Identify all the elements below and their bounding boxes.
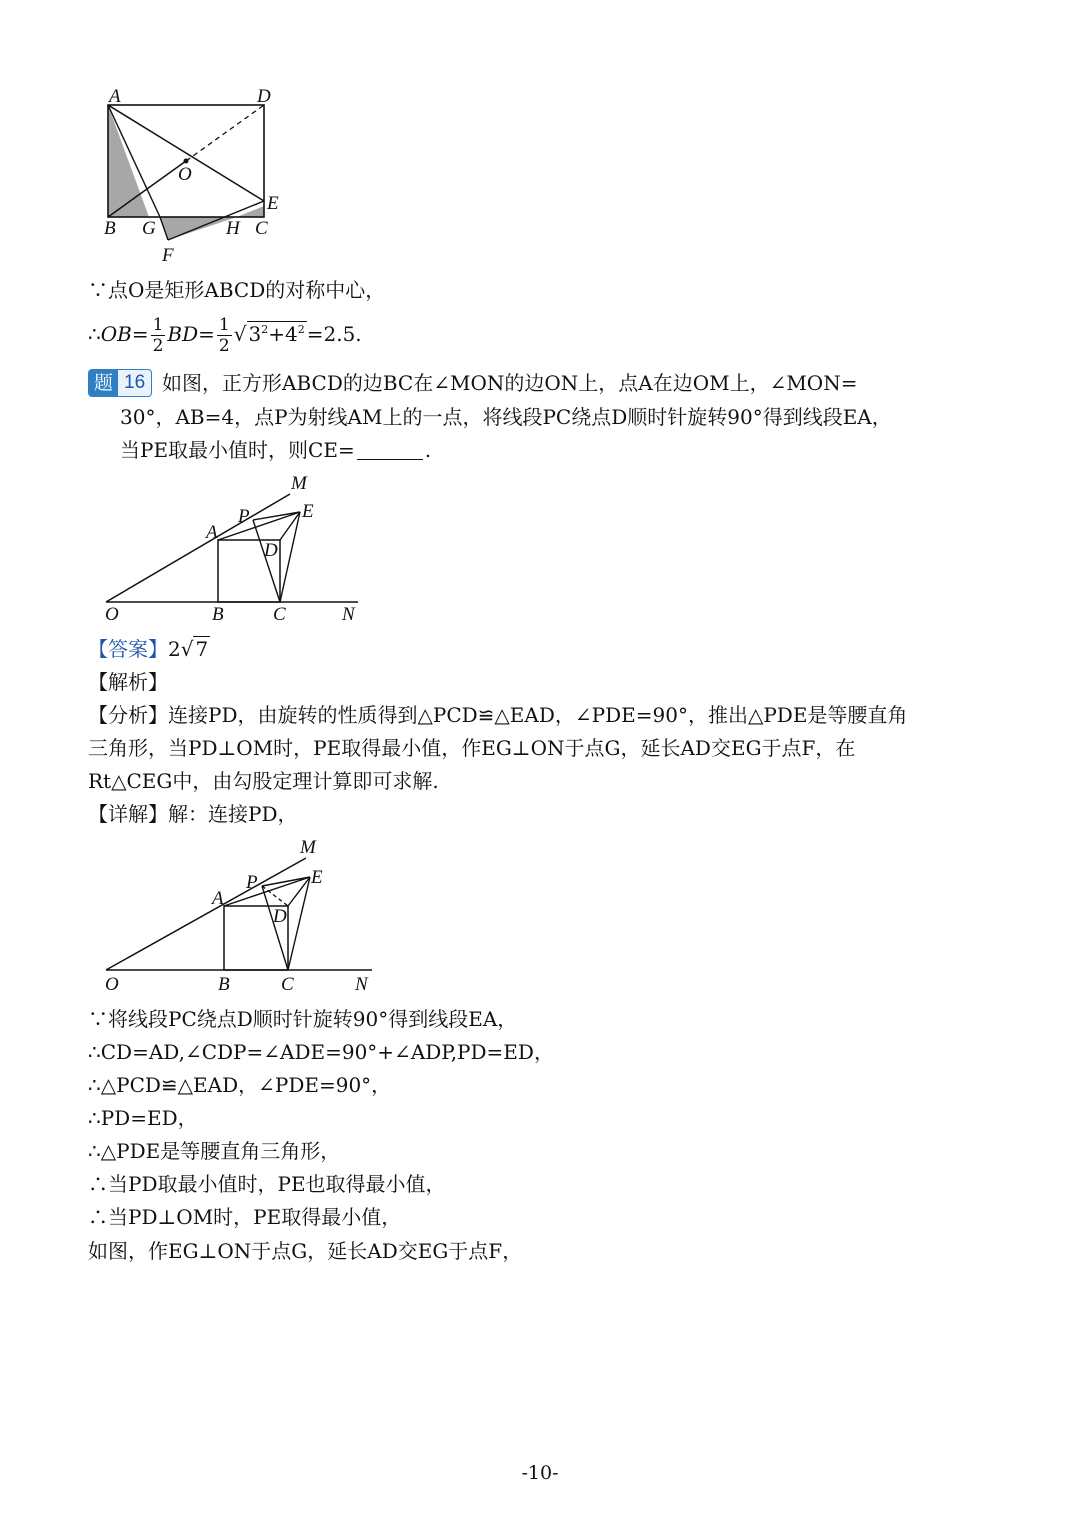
label-E: E xyxy=(302,501,314,522)
answer-line: 【答案】2√ 7 xyxy=(88,637,209,661)
segment-ae xyxy=(218,512,300,540)
label-C: C xyxy=(255,218,268,239)
diagonal-od-dashed xyxy=(186,105,264,161)
label-B: B xyxy=(218,974,230,995)
shaded-triangle-left xyxy=(108,105,149,217)
label-A: A xyxy=(206,522,218,543)
label-N: N xyxy=(355,974,368,995)
label-H: H xyxy=(226,218,240,239)
question-line-1: 如图，正方形ABCD的边BC在∠MON的边ON上，点A在边OM上，∠MON= xyxy=(162,371,858,395)
label-E: E xyxy=(267,193,279,214)
step-5: ∴△PDE是等腰直角三角形， xyxy=(88,1139,341,1163)
badge-word: 题 xyxy=(89,370,118,396)
label-C: C xyxy=(281,974,294,995)
label-O: O xyxy=(105,604,119,625)
label-P: P xyxy=(238,506,250,527)
question-line-2: 30°，AB=4，点P为射线AM上的一点，将线段PC绕点D顺时针旋转90°得到线段EA， xyxy=(120,405,892,429)
segment-pc xyxy=(253,520,280,602)
label-B: B xyxy=(104,218,116,239)
label-M: M xyxy=(291,473,307,494)
step-3: ∴△PCD≌△EAD，∠PDE=90°， xyxy=(88,1073,392,1097)
xiangjie-line: 【详解】解：连接PD， xyxy=(88,802,298,826)
angle-square-figure-detail xyxy=(95,835,380,995)
label-A: A xyxy=(109,86,121,107)
label-P: P xyxy=(246,872,258,893)
step-6: ∴当PD取最小值时，PE也取得最小值， xyxy=(88,1172,446,1196)
question-badge xyxy=(88,369,152,397)
fenxi-line-1: 【分析】连接PD，由旋转的性质得到△PCD≌△EAD，∠PDE=90°，推出△PDE是等腰直角 xyxy=(88,703,908,727)
step-4: ∴PD=ED， xyxy=(88,1106,198,1130)
label-D: D xyxy=(273,906,287,927)
point-o xyxy=(184,159,189,164)
label-E: E xyxy=(311,867,323,888)
page-number: -10- xyxy=(521,1462,559,1484)
step-8: 如图，作EG⊥ON于点G，延长AD交EG于点F， xyxy=(88,1239,523,1263)
label-O: O xyxy=(105,974,119,995)
label-M: M xyxy=(300,837,316,858)
step-1: ∵将线段PC绕点D顺时针旋转90°得到线段EA， xyxy=(88,1007,518,1031)
analysis-tag: 【解析】 xyxy=(88,670,168,694)
fenxi-line-3: Rt△CEG中，由勾股定理计算即可求解. xyxy=(88,769,439,793)
question-line-3: 当PE取最小值时，则CE= . xyxy=(120,438,432,462)
step-2: ∴CD=AD,∠CDP=∠ADE=90°+∠ADP,PD=ED， xyxy=(88,1040,554,1064)
prev-line-2: ∴OB= $\frac{1}{2}$ BD= $\frac{1}{2}$ √ $3^2+4^2 =2.5$. xyxy=(88,315,362,356)
label-B: B xyxy=(212,604,224,625)
label-D: D xyxy=(257,86,271,107)
step-7: ∴当PD⊥OM时，PE取得最小值， xyxy=(88,1205,402,1229)
label-G: G xyxy=(142,218,156,239)
badge-number: 16 xyxy=(124,372,146,393)
segment-pe xyxy=(253,512,300,520)
angle-square-figure xyxy=(95,470,370,630)
label-D: D xyxy=(264,540,278,561)
label-F: F xyxy=(162,245,174,266)
segment-pc xyxy=(262,886,288,970)
answer-blank xyxy=(357,441,423,460)
label-C: C xyxy=(273,604,286,625)
fenxi-line-2: 三角形，当PD⊥OM时，PE取得最小值，作EG⊥ON于点G，延长AD交EG于点F，在 xyxy=(88,736,856,760)
label-O: O xyxy=(178,164,192,185)
label-A: A xyxy=(212,888,224,909)
rectangle-figure xyxy=(95,82,295,267)
prev-line-1: ∵点O是矩形ABCD的对称中心， xyxy=(88,278,386,302)
label-N: N xyxy=(342,604,355,625)
